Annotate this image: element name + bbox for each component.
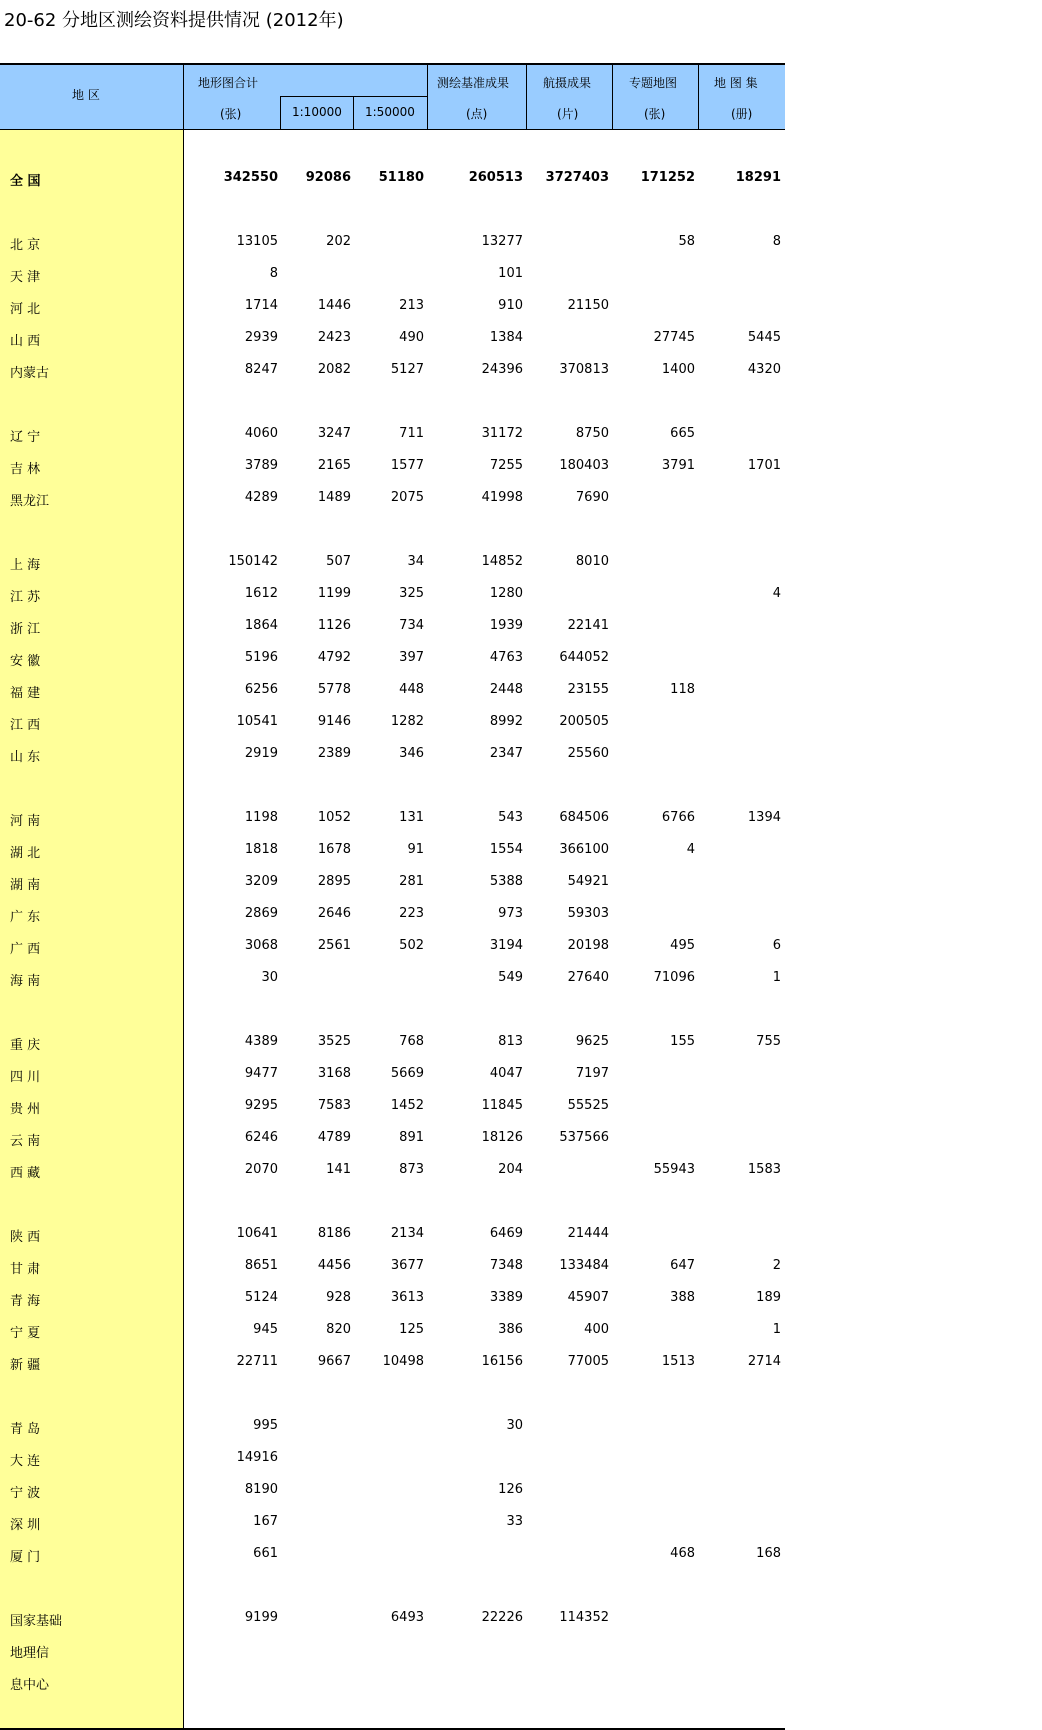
table-row [0,1322,785,1342]
region-name: 国家基础 [10,1614,63,1629]
value-cell-c4: 7255 [489,458,523,473]
value-cell-c3: 768 [399,1034,424,1049]
value-cell-c1: 1864 [244,618,278,633]
value-cell-c1: 4289 [244,490,278,505]
value-cell-c2: 3168 [317,1066,351,1081]
value-cell-c5: 133484 [559,1258,609,1273]
value-cell-c4: 31172 [481,426,523,441]
table-row [0,970,785,990]
value-cell-c3: 3613 [390,1290,424,1305]
table-row [0,266,785,286]
table-row [0,1258,785,1278]
table-row [0,938,785,958]
region-name: 安 徽 [10,654,41,669]
value-cell-c3: 223 [399,906,424,921]
header-datum-unit: (点) [466,107,488,121]
value-cell-c5: 180403 [559,458,609,473]
region-name: 新 疆 [10,1358,41,1373]
value-cell-c2: 2389 [317,746,351,761]
value-cell-c5: 22141 [567,618,609,633]
value-cell-c3: 125 [399,1322,424,1337]
value-cell-c3: 346 [399,746,424,761]
table-header [0,65,785,130]
value-cell-c5: 644052 [559,650,609,665]
value-cell-c3: 891 [399,1130,424,1145]
region-name: 青 岛 [10,1422,41,1437]
value-cell-c3: 1452 [390,1098,424,1113]
table-row [0,906,785,926]
value-cell-c4: 1280 [489,586,523,601]
value-cell-c5: 684506 [559,810,609,825]
value-cell-c1: 2919 [244,746,278,761]
value-cell-c3: 873 [399,1162,424,1177]
value-cell-c4: 813 [498,1034,523,1049]
header-topo-total: 地形图合计 [198,76,259,90]
value-cell-c4: 3194 [489,938,523,953]
region-name: 山 东 [10,750,41,765]
value-cell-c4: 204 [498,1162,523,1177]
header-subdivider [280,96,427,97]
table-row [0,1290,785,1310]
value-cell-c7: 1394 [747,810,781,825]
region-name: 广 东 [10,910,41,925]
value-cell-c3: 1577 [390,458,424,473]
value-cell-c3: 502 [399,938,424,953]
table-row [0,1642,785,1662]
value-cell-c6: 647 [670,1258,695,1273]
value-cell-c1: 4060 [244,426,278,441]
region-name: 湖 南 [10,878,41,893]
region-name: 河 北 [10,302,41,317]
value-cell-c4: 549 [498,970,523,985]
value-cell-c7: 2 [772,1258,781,1273]
value-cell-c6: 171252 [640,170,695,185]
value-cell-c1: 5196 [244,650,278,665]
table-row [0,1610,785,1630]
value-cell-c2: 1199 [317,586,351,601]
value-cell-c2: 4789 [317,1130,351,1145]
header-atlas-unit: (册) [731,107,753,121]
value-cell-c6: 27745 [653,330,695,345]
value-cell-c5: 8010 [575,554,609,569]
region-name: 江 西 [10,718,41,733]
value-cell-c2: 9146 [317,714,351,729]
value-cell-c3: 397 [399,650,424,665]
value-cell-c1: 8 [269,266,278,281]
value-cell-c5: 537566 [559,1130,609,1145]
value-cell-c1: 22711 [236,1354,278,1369]
value-cell-c7: 1701 [747,458,781,473]
region-name: 黑龙江 [10,494,50,509]
region-name: 西 藏 [10,1166,41,1181]
value-cell-c2: 2082 [317,362,351,377]
value-cell-c4: 2448 [489,682,523,697]
header-divider [612,65,613,129]
value-cell-c1: 167 [253,1514,278,1529]
table-row [0,362,785,382]
value-cell-c4: 41998 [481,490,523,505]
value-cell-c7: 168 [756,1546,781,1561]
value-cell-c7: 5445 [747,330,781,345]
value-cell-c4: 7348 [489,1258,523,1273]
value-cell-c4: 6469 [489,1226,523,1241]
header-thematic: 专题地图 [629,76,678,90]
region-name: 海 南 [10,974,41,989]
value-cell-c7: 1583 [747,1162,781,1177]
page-title: 20-62 分地区测绘资料提供情况 (2012年) [4,10,344,31]
region-name: 福 建 [10,686,41,701]
value-cell-c6: 155 [670,1034,695,1049]
header-divider [427,65,428,129]
region-name: 深 圳 [10,1518,41,1533]
value-cell-c6: 388 [670,1290,695,1305]
value-cell-c6: 468 [670,1546,695,1561]
region-name: 吉 林 [10,462,41,477]
value-cell-c4: 1554 [489,842,523,857]
value-cell-c5: 400 [584,1322,609,1337]
value-cell-c3: 2075 [390,490,424,505]
value-cell-c1: 150142 [228,554,278,569]
value-cell-c2: 2165 [317,458,351,473]
value-cell-c2: 507 [326,554,351,569]
table-row [0,458,785,478]
value-cell-c2: 1052 [317,810,351,825]
value-cell-c5: 200505 [559,714,609,729]
region-name: 河 南 [10,814,41,829]
data-table [0,63,785,1729]
value-cell-c3: 448 [399,682,424,697]
table-row [0,426,785,446]
value-cell-c1: 1198 [244,810,278,825]
value-cell-c6: 1400 [661,362,695,377]
value-cell-c7: 189 [756,1290,781,1305]
value-cell-c5: 54921 [567,874,609,889]
header-atlas: 地 图 集 [714,76,758,90]
value-cell-c5: 20198 [567,938,609,953]
header-divider [526,65,527,129]
header-topo-unit: (张) [220,107,242,121]
value-cell-c2: 92086 [305,170,351,185]
table-row [0,1354,785,1374]
value-cell-c2: 1446 [317,298,351,313]
value-cell-c2: 1126 [317,618,351,633]
value-cell-c1: 9199 [244,1610,278,1625]
value-cell-c6: 4 [686,842,695,857]
value-cell-c3: 6493 [390,1610,424,1625]
header-divider [280,96,281,129]
value-cell-c1: 2869 [244,906,278,921]
value-cell-c5: 23155 [567,682,609,697]
table-row [0,810,785,830]
region-name: 北 京 [10,238,41,253]
value-cell-c1: 10641 [236,1226,278,1241]
region-name: 甘 肃 [10,1262,41,1277]
table-row [0,1674,785,1694]
value-cell-c4: 22226 [481,1610,523,1625]
value-cell-c3: 1282 [390,714,424,729]
table-row [0,842,785,862]
region-name: 四 川 [10,1070,41,1085]
value-cell-c2: 1489 [317,490,351,505]
value-cell-c4: 14852 [481,554,523,569]
value-cell-c1: 8651 [244,1258,278,1273]
region-name: 息中心 [10,1678,50,1693]
value-cell-c1: 10541 [236,714,278,729]
value-cell-c3: 3677 [390,1258,424,1273]
value-cell-c2: 2895 [317,874,351,889]
value-cell-c5: 7197 [575,1066,609,1081]
table-row [0,1450,785,1470]
table-row [0,746,785,766]
value-cell-c4: 386 [498,1322,523,1337]
table-row [0,298,785,318]
region-name: 上 海 [10,558,41,573]
value-cell-c4: 260513 [468,170,523,185]
value-cell-c7: 1 [772,970,781,985]
value-cell-c1: 4389 [244,1034,278,1049]
region-name: 辽 宁 [10,430,41,445]
value-cell-c1: 3209 [244,874,278,889]
value-cell-c6: 495 [670,938,695,953]
value-cell-c4: 126 [498,1482,523,1497]
value-cell-c4: 5388 [489,874,523,889]
header-divider [698,65,699,129]
region-name: 宁 波 [10,1486,41,1501]
region-name: 陕 西 [10,1230,41,1245]
value-cell-c3: 734 [399,618,424,633]
value-cell-c5: 21444 [567,1226,609,1241]
value-cell-c4: 543 [498,810,523,825]
value-cell-c5: 27640 [567,970,609,985]
region-name: 大 连 [10,1454,41,1469]
value-cell-c5: 7690 [575,490,609,505]
value-cell-c4: 24396 [481,362,523,377]
value-cell-c4: 3389 [489,1290,523,1305]
value-cell-c1: 14916 [236,1450,278,1465]
value-cell-c4: 30 [506,1418,523,1433]
table-row [0,1482,785,1502]
header-scale-50000: 1:50000 [365,105,415,119]
table-row [0,490,785,510]
value-cell-c4: 2347 [489,746,523,761]
value-cell-c6: 6766 [661,810,695,825]
table-row [0,1418,785,1438]
region-name: 山 西 [10,334,41,349]
region-name: 全 国 [10,174,41,189]
value-cell-c3: 51180 [378,170,424,185]
table-row [0,1546,785,1566]
region-name: 内蒙古 [10,366,50,381]
value-cell-c1: 30 [261,970,278,985]
value-cell-c2: 8186 [317,1226,351,1241]
value-cell-c6: 55943 [653,1162,695,1177]
value-cell-c2: 202 [326,234,351,249]
value-cell-c2: 2423 [317,330,351,345]
value-cell-c6: 118 [670,682,695,697]
value-cell-c7: 2714 [747,1354,781,1369]
table-row [0,874,785,894]
value-cell-c7: 4320 [747,362,781,377]
value-cell-c5: 9625 [575,1034,609,1049]
value-cell-c2: 1678 [317,842,351,857]
table-row [0,1162,785,1182]
header-aerial: 航摄成果 [543,76,592,90]
value-cell-c4: 1939 [489,618,523,633]
value-cell-c2: 9667 [317,1354,351,1369]
value-cell-c4: 16156 [481,1354,523,1369]
value-cell-c6: 71096 [653,970,695,985]
value-cell-c5: 55525 [567,1098,609,1113]
value-cell-c4: 4763 [489,650,523,665]
value-cell-c5: 77005 [567,1354,609,1369]
table-row [0,330,785,350]
header-scale-10000: 1:10000 [292,105,342,119]
value-cell-c3: 5127 [390,362,424,377]
value-cell-c3: 281 [399,874,424,889]
value-cell-c7: 6 [772,938,781,953]
value-cell-c7: 1 [772,1322,781,1337]
region-name: 贵 州 [10,1102,41,1117]
region-name: 浙 江 [10,622,41,637]
value-cell-c7: 4 [772,586,781,601]
value-cell-c1: 342550 [223,170,278,185]
value-cell-c1: 5124 [244,1290,278,1305]
value-cell-c4: 11845 [481,1098,523,1113]
table-row [0,650,785,670]
value-cell-c1: 8247 [244,362,278,377]
value-cell-c4: 13277 [481,234,523,249]
value-cell-c6: 58 [678,234,695,249]
header-thematic-unit: (张) [644,107,666,121]
value-cell-c1: 2939 [244,330,278,345]
value-cell-c2: 4456 [317,1258,351,1273]
header-region: 地 区 [72,88,100,102]
region-name: 云 南 [10,1134,41,1149]
value-cell-c1: 3789 [244,458,278,473]
table-row [0,1226,785,1246]
value-cell-c2: 141 [326,1162,351,1177]
value-cell-c5: 8750 [575,426,609,441]
value-cell-c1: 13105 [236,234,278,249]
value-cell-c1: 9295 [244,1098,278,1113]
value-cell-c5: 3727403 [545,170,609,185]
value-cell-c2: 5778 [317,682,351,697]
region-name: 重 庆 [10,1038,41,1053]
table-row [0,554,785,574]
table-row [0,682,785,702]
value-cell-c3: 131 [399,810,424,825]
value-cell-c1: 995 [253,1418,278,1433]
value-cell-c1: 6246 [244,1130,278,1145]
table-row [0,1098,785,1118]
value-cell-c7: 8 [772,234,781,249]
table-row [0,1034,785,1054]
value-cell-c2: 7583 [317,1098,351,1113]
region-name: 广 西 [10,942,41,957]
value-cell-c5: 366100 [559,842,609,857]
value-cell-c1: 8190 [244,1482,278,1497]
value-cell-c1: 6256 [244,682,278,697]
value-cell-c2: 3247 [317,426,351,441]
value-cell-c2: 2646 [317,906,351,921]
value-cell-c5: 370813 [559,362,609,377]
table-row [0,234,785,254]
value-cell-c2: 4792 [317,650,351,665]
value-cell-c5: 114352 [559,1610,609,1625]
value-cell-c2: 2561 [317,938,351,953]
value-cell-c1: 1612 [244,586,278,601]
value-cell-c4: 1384 [489,330,523,345]
value-cell-c4: 4047 [489,1066,523,1081]
region-name: 地理信 [10,1646,50,1661]
header-divider [353,96,354,129]
value-cell-c3: 2134 [390,1226,424,1241]
value-cell-c7: 755 [756,1034,781,1049]
value-cell-c6: 665 [670,426,695,441]
value-cell-c5: 45907 [567,1290,609,1305]
value-cell-c1: 1714 [244,298,278,313]
header-aerial-unit: (片) [557,107,579,121]
value-cell-c5: 59303 [567,906,609,921]
value-cell-c1: 3068 [244,938,278,953]
value-cell-c1: 661 [253,1546,278,1561]
region-name: 湖 北 [10,846,41,861]
table-row [0,170,785,190]
value-cell-c3: 34 [407,554,424,569]
value-cell-c5: 21150 [567,298,609,313]
value-cell-c3: 10498 [382,1354,424,1369]
value-cell-c2: 3525 [317,1034,351,1049]
value-cell-c4: 18126 [481,1130,523,1145]
region-name: 宁 夏 [10,1326,41,1341]
value-cell-c4: 101 [498,266,523,281]
region-name: 青 海 [10,1294,41,1309]
header-datum: 测绘基准成果 [437,76,510,90]
value-cell-c7: 18291 [735,170,781,185]
value-cell-c4: 910 [498,298,523,313]
table-row [0,1514,785,1534]
header-divider [183,65,184,129]
value-cell-c3: 5669 [390,1066,424,1081]
value-cell-c4: 8992 [489,714,523,729]
region-name: 厦 门 [10,1550,41,1565]
table-row [0,618,785,638]
value-cell-c1: 945 [253,1322,278,1337]
table-row [0,1066,785,1086]
value-cell-c1: 1818 [244,842,278,857]
value-cell-c6: 3791 [661,458,695,473]
value-cell-c2: 928 [326,1290,351,1305]
value-cell-c3: 490 [399,330,424,345]
value-cell-c1: 9477 [244,1066,278,1081]
table-row [0,714,785,734]
table-row [0,586,785,606]
value-cell-c6: 1513 [661,1354,695,1369]
value-cell-c4: 33 [506,1514,523,1529]
value-cell-c1: 2070 [244,1162,278,1177]
value-cell-c3: 325 [399,586,424,601]
value-cell-c3: 213 [399,298,424,313]
table-row [0,1130,785,1150]
value-cell-c3: 711 [399,426,424,441]
value-cell-c2: 820 [326,1322,351,1337]
region-name: 天 津 [10,270,41,285]
value-cell-c5: 25560 [567,746,609,761]
value-cell-c4: 973 [498,906,523,921]
value-cell-c3: 91 [407,842,424,857]
region-name: 江 苏 [10,590,41,605]
